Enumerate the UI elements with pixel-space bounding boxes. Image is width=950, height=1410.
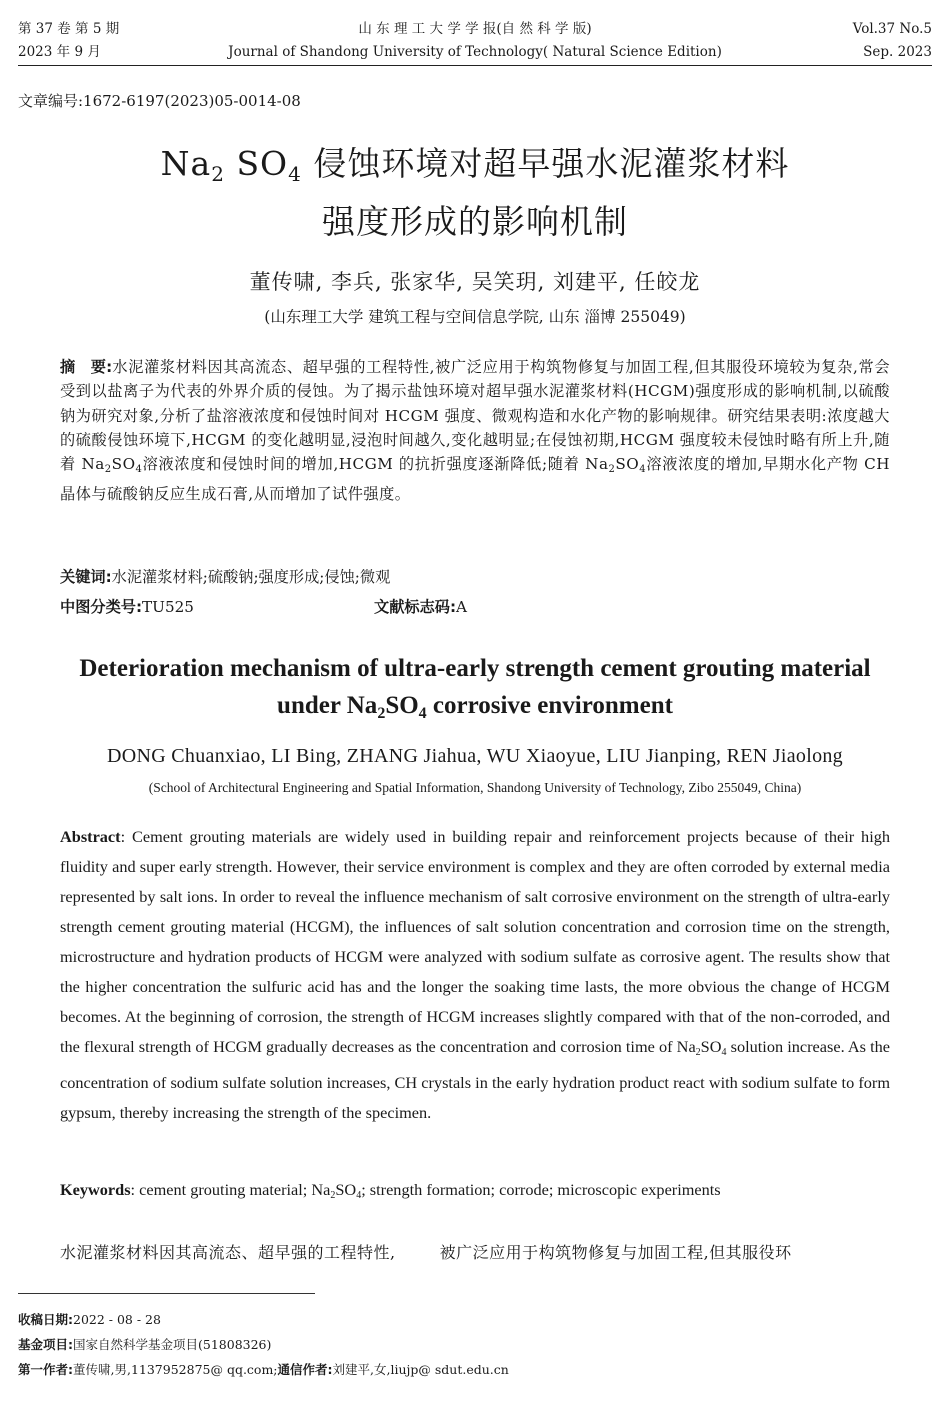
keywords-en-label: Keywords: [60, 1180, 131, 1199]
footnote-received: 收稿日期:2022 - 08 - 28: [18, 1312, 161, 1327]
keywords-cn-text: 水泥灌浆材料;硫酸钠;强度形成;侵蚀;微观: [111, 568, 391, 586]
header-center: [18, 18, 932, 64]
abstract-cn: 摘 要:水泥灌浆材料因其高流态、超早强的工程特性,被广泛应用于构筑物修复与加固工程,但其服役环境较为复杂,常会受到以盐离子为代表的外界介质的侵蚀。为了揭示盐蚀环境对超早强水泥灌浆材料(HCGM)强度形成的影响机制,以硫酸钠为研究对象,分析了盐溶液浓度和侵蚀时间对 HCGM 强度、微观构造和水化产物的影响规律。研究结果表明:浓度越大的硫酸侵蚀环境下,HCGM 的变化越明显,浸泡时间越久,变化越明显;在侵蚀初期,HCGM 强度较未侵蚀时略有所上升,随着 $Na_2SO_4$溶液浓度和侵蚀时间的增加,HCGM 的抗折强度逐渐降低;随着 $Na_2SO_4$溶液浓度的增加,早期水化产物 CH 晶体与硫酸钠反应生成石膏,从而增加了试件强度。: [60, 358, 891, 504]
document-code: 文献标志码:A: [374, 598, 467, 616]
footnote-authors: 第一作者:董传啸,男,1137952875@ qq.com;通信作者:刘建平,女,liujp@ sdut.edu.cn: [18, 1362, 509, 1377]
date-cn: 2023 年 9 月: [18, 44, 101, 60]
abstract-en-label: Abstract: [60, 827, 121, 846]
title-en-line1: Deterioration mechanism of ultra-early strength cement grouting material: [79, 655, 871, 682]
date-en: Sep. 2023: [863, 44, 932, 60]
title-cn: [0, 140, 950, 246]
clc-number: 中图分类号:TU525: [60, 598, 194, 616]
journal-name-cn: 山 东 理 工 大 学 学 报(自 然 科 学 版): [358, 21, 592, 37]
affiliation-en: (School of Architectural Engineering and Spatial Information, Shandong University of Technology, Zibo 255049, China): [148, 780, 802, 795]
abstract-cn-label: 摘 要:: [60, 358, 113, 376]
authors-cn: 董传啸, 李兵, 张家华, 吴笑玥, 刘建平, 任皎龙: [249, 270, 701, 294]
volume-en: Vol.37 No.5: [852, 21, 932, 37]
keywords-cn-label: 关键词:: [60, 568, 112, 586]
title-en: [30, 650, 920, 732]
keywords-cn: [60, 566, 890, 587]
body-intro: 水泥灌浆材料因其高流态、超早强的工程特性, 被广泛应用于构筑物修复与加固工程,但其服役环: [60, 1243, 792, 1262]
authors-en: DONG Chuanxiao, LI Bing, ZHANG Jiahua, WU Xiaoyue, LIU Jianping, REN Jiaolong: [107, 745, 843, 767]
journal-name-en: Journal of Shandong University of Technology( Natural Science Edition): [228, 44, 722, 60]
title-cn-line1: $Na_2$ $SO_4$ 侵蚀环境对超早强水泥灌浆材料: [160, 144, 790, 186]
abstract-en: Abstract: Cement grouting materials are widely used in building repair and reinforcement projects because of their high fluidity and super early strength. However, their service environment is complex and they are often corroded by external media represented by salt ions. In order to reveal the influence mechanism of salt corrosive environment on the strength of ultra-early strength cement grouting material (HCGM), the influences of salt solution concentration and corrosion time on the strength, microstructure and hydration products of HCGM were analyzed with sodium sulfate as corrosive agent. The results show that the higher concentration the sulfuric acid has and the longer the soaking time lasts, the more obvious the change of HCGM becomes. At the beginning of corrosion, the strength of HCGM increases slightly compared with that of the non-corroded, and the flexural strength of HCGM gradually decreases as the concentration and corrosion time of $Na_2SO_4$ solution increase. As the concentration of sodium sulfate solution increases, CH crystals in the early hydration product react with sodium sulfate to form gypsum, thereby increasing the strength of the specimen.: [60, 827, 890, 1122]
volume-cn: 第 37 卷 第 5 期: [18, 21, 120, 37]
article-number: 文章编号:1672-6197(2023)05-0014-08: [18, 92, 301, 110]
affiliation-cn: (山东理工大学 建筑工程与空间信息学院, 山东 淄博 255049): [264, 308, 686, 326]
keywords-en: Keywords: cement grouting material; $Na_2SO_4$; strength formation; corrode; microscopic experiments: [60, 1180, 721, 1201]
footnote-rule: [18, 1293, 315, 1294]
title-en-line2: under $Na_2SO_4$ corrosive environment: [277, 692, 673, 722]
footnote-fund: 基金项目:国家自然科学基金项目(51808326): [18, 1337, 272, 1352]
running-header: [18, 14, 932, 66]
title-cn-line2: 强度形成的影响机制: [322, 202, 628, 241]
header-right: [853, 18, 932, 64]
